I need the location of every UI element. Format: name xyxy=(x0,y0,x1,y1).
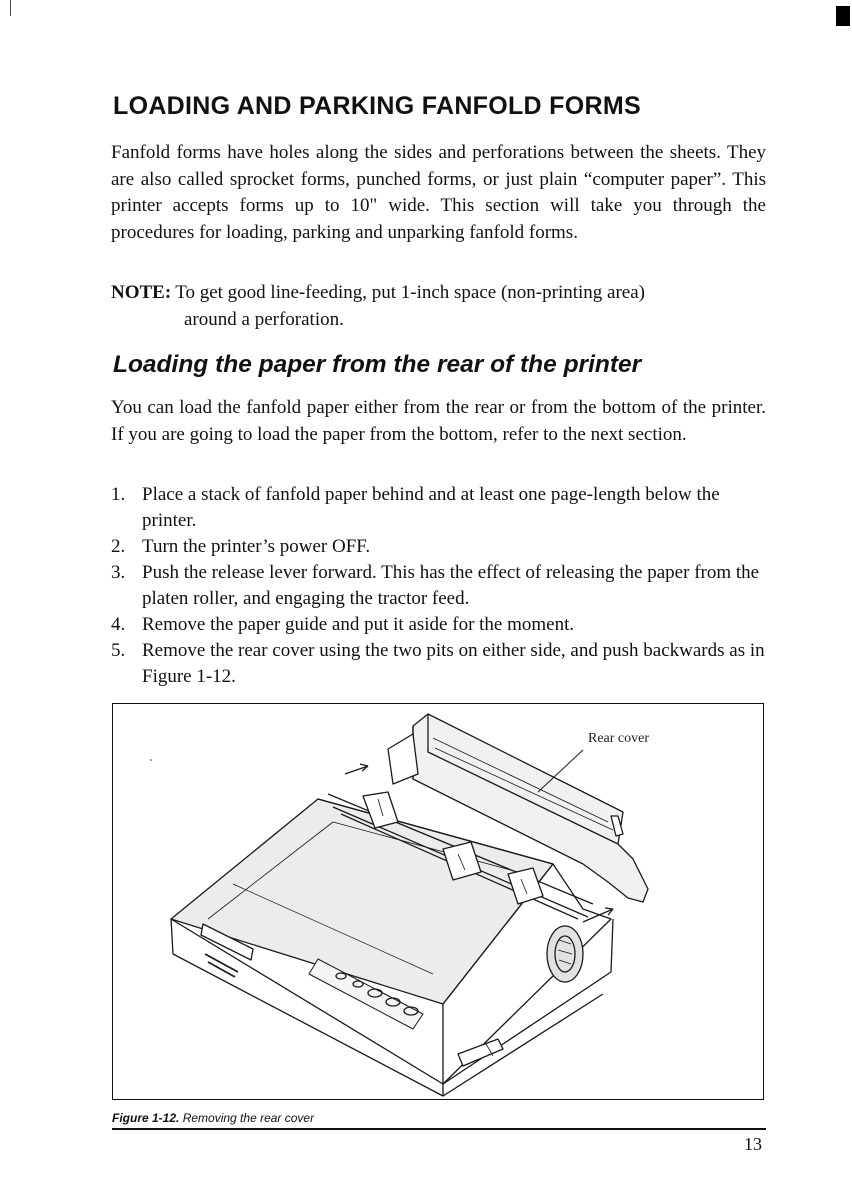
figure-frame xyxy=(112,703,764,1100)
list-item xyxy=(111,482,771,534)
note-block xyxy=(111,280,766,333)
note-line1: To get good line-feeding, put 1-inch space (non-printing area) xyxy=(175,282,646,303)
footer-rule xyxy=(112,1128,766,1130)
note-label: NOTE: xyxy=(111,282,172,303)
figure-caption xyxy=(112,1111,314,1125)
list-item xyxy=(111,638,771,690)
scan-edge-mark xyxy=(10,0,11,16)
step-text: Push the release lever forward. This has the effect of releasing the paper from the platen roller, and engaging the tractor feed. xyxy=(142,562,760,609)
printer-illustration xyxy=(113,704,763,1099)
note-line2: around a perforation. xyxy=(184,308,344,330)
step-text: Remove the paper guide and put it aside for the moment. xyxy=(142,614,575,635)
intro-paragraph: Fanfold forms have holes along the sides and perforations between the sheets. They are also called sprocket forms, punched forms, or just plain “computer paper”. This printer accepts forms up to 10" wide. This section will take you through the procedures for loading, parking and unparking fanfold forms. xyxy=(111,142,766,243)
list-item xyxy=(111,534,771,560)
page-heading: LOADING AND PARKING FANFOLD FORMS xyxy=(113,92,641,120)
step-text: Remove the rear cover using the two pits on either side, and push backwards as in Figure 1-12. xyxy=(142,640,765,687)
step-number: 3. xyxy=(111,562,126,583)
rear-cover-callout: Rear cover xyxy=(588,731,650,746)
page-number: 13 xyxy=(744,1134,762,1154)
step-text: Place a stack of fanfold paper behind and at least one page-length below the printer. xyxy=(142,484,720,531)
caption-label: Figure 1-12. xyxy=(112,1111,180,1125)
section-subheading: Loading the paper from the rear of the printer xyxy=(113,351,642,378)
step-text: Turn the printer’s power OFF. xyxy=(142,536,371,557)
list-item xyxy=(111,612,771,638)
list-item xyxy=(111,560,771,612)
step-number: 5. xyxy=(111,640,126,661)
caption-text: Removing the rear cover xyxy=(182,1111,315,1125)
step-number: 4. xyxy=(111,614,126,635)
rear-intro-paragraph: You can load the fanfold paper either from the rear or from the bottom of the printer. If you are going to load the paper from the bottom, refer to the next section. xyxy=(111,397,766,445)
step-number: 2. xyxy=(111,536,126,557)
step-number: 1. xyxy=(111,484,126,505)
steps-list xyxy=(111,482,771,690)
scan-corner-mark xyxy=(836,6,850,26)
